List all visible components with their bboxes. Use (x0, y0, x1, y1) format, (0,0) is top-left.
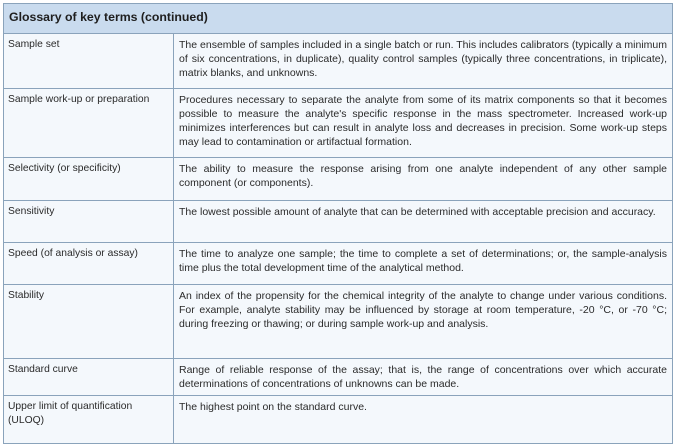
definition-cell: The ability to measure the response arising from one analyte independent of any other sample component (or components). (179, 163, 667, 189)
definition-cell: The time to analyze one sample; the time to complete a set of determinations; or, the sample-analysis time plus the total development time of the analytical method. (179, 248, 667, 274)
term-cell: Speed (of analysis or assay) (4, 243, 174, 284)
term-cell: Selectivity (or specificity) (4, 158, 174, 200)
definition-cell: The highest point on the standard curve. (179, 401, 367, 413)
table-row (4, 396, 672, 443)
definition-cell: An index of the propensity for the chemical integrity of the analyte to change under various conditions. For example, analyte stability may be influenced by storage at room temperature, -20 °C, or -70 °C; during freezing or thawing; or during sample work-up and analysis. (179, 290, 667, 330)
table-row (4, 158, 672, 201)
definition-cell: The ensemble of samples included in a single batch or run. This includes calibrators (typically a minimum of six concentrations, in duplicate), quality control samples (typically three concentrations, in triplicate), matrix blanks, and unknowns. (179, 39, 667, 79)
definition-cell: The lowest possible amount of analyte that can be determined with acceptable precision and accuracy. (179, 206, 656, 218)
table-row (4, 89, 672, 158)
term-cell: Stability (4, 285, 174, 358)
definition-cell: Range of reliable response of the assay; that is, the range of concentrations over which accurate determinations of concentrations of unknowns can be made. (179, 364, 667, 390)
table-row (4, 243, 672, 285)
table-row (4, 201, 672, 243)
term-cell: Upper limit of quantification (ULOQ) (4, 396, 174, 443)
term-cell: Sensitivity (4, 201, 174, 242)
table-row (4, 34, 672, 89)
glossary-table (3, 3, 673, 444)
table-row (4, 285, 672, 359)
table-row (4, 359, 672, 396)
term-cell: Sample work-up or preparation (4, 89, 174, 157)
table-title: Glossary of key terms (continued) (4, 4, 672, 34)
term-cell: Standard curve (4, 359, 174, 395)
term-cell: Sample set (4, 34, 174, 88)
definition-cell: Procedures necessary to separate the analyte from some of its matrix components so that it becomes possible to measure the analyte's specific response in the mass spectrometer. Increased work-up minimizes interferences but can result in analyte loss and decreases in precision. Some work-up steps may lead to contamination or artifactual formation. (179, 94, 667, 148)
